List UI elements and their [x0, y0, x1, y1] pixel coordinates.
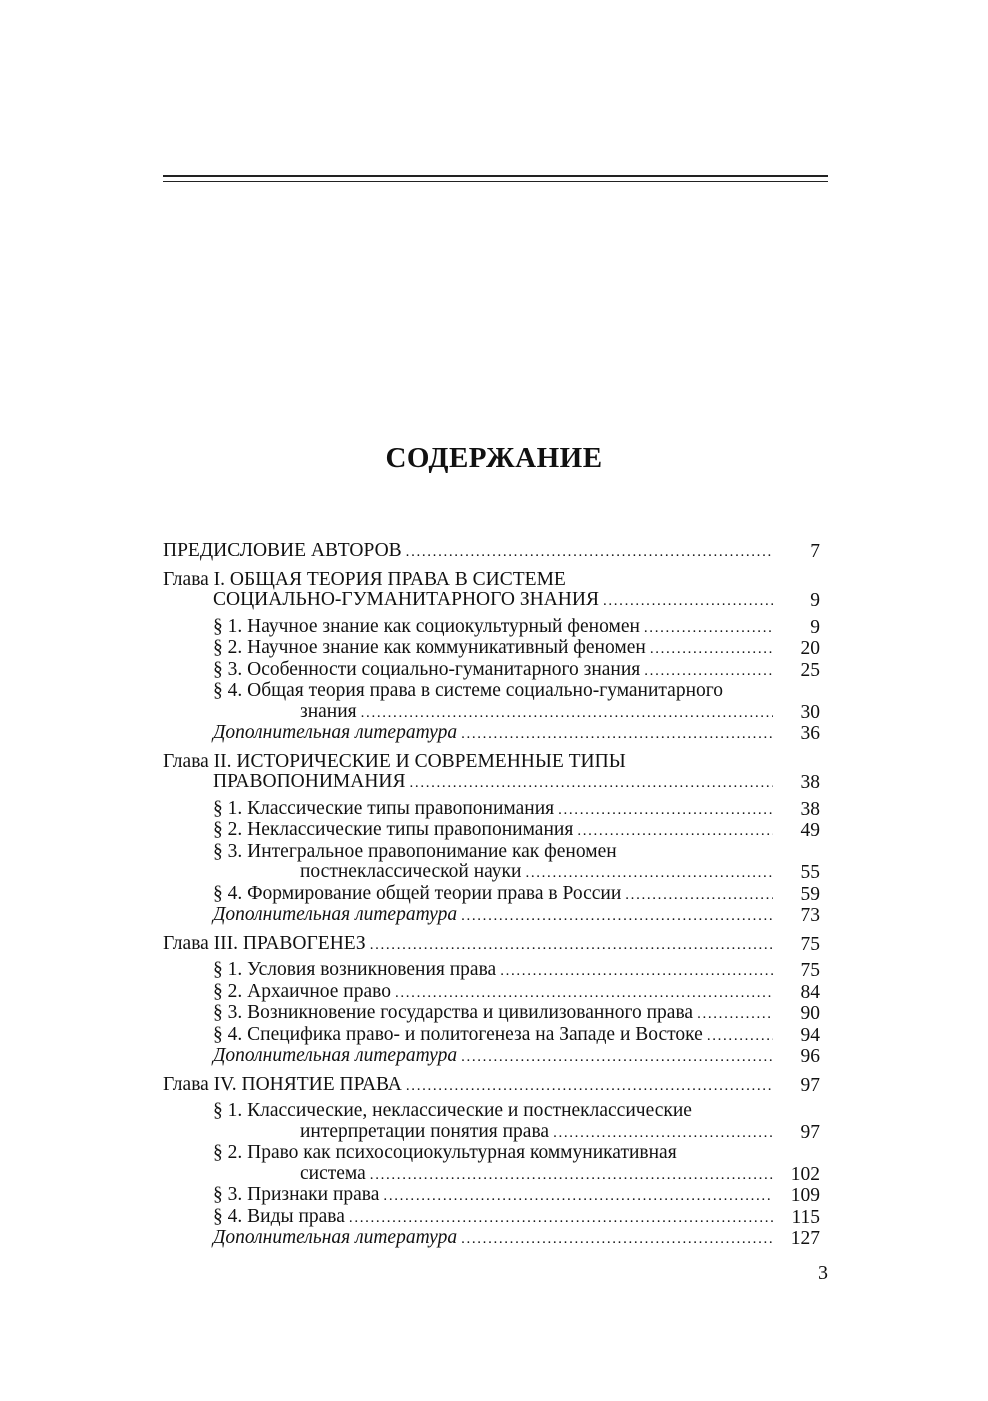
dot-leader — [558, 800, 773, 821]
toc-entry-title: § 3. Особенности социально-гуманитарного знания — [213, 658, 641, 680]
toc-entry-title: Глава IV. ПОНЯТИЕ ПРАВА — [163, 1073, 402, 1095]
toc-entry-title: система — [300, 1162, 366, 1184]
dot-leader — [461, 1047, 773, 1068]
toc-entry-title-line: § 4. Общая теория права в системе социально-гуманитарного — [213, 680, 724, 701]
toc-section[interactable] — [163, 960, 828, 982]
toc-entry-title: СОЦИАЛЬНО-ГУМАНИТАРНОГО ЗНАНИЯ — [213, 589, 599, 610]
dot-leader — [383, 1186, 773, 1207]
toc-entry-title-line: § 1. Классические, неклассические и постнеклассические — [213, 1100, 692, 1121]
toc-entry-title: § 2. Архаичное право — [213, 980, 391, 1002]
toc-entry-title: интерпретации понятия права — [300, 1120, 550, 1142]
toc-entry-title: § 4. Виды права — [213, 1205, 345, 1227]
toc-entry-title: ПРАВОПОНИМАНИЯ — [213, 771, 406, 792]
toc-entry-title-line: Глава II. ИСТОРИЧЕСКИЕ И СОВРЕМЕННЫЕ ТИПЫ — [163, 750, 626, 772]
toc-page-number: 102 — [790, 1163, 820, 1185]
toc-page-number: 97 — [800, 1074, 820, 1096]
dot-leader — [370, 935, 773, 956]
toc-further-reading[interactable] — [163, 905, 828, 927]
toc-entry-title: § 3. Возникновение государства и цивилизованного права — [213, 1002, 694, 1023]
toc-chapter[interactable] — [163, 541, 828, 563]
toc-entry-title: § 2. Неклассические типы правопонимания — [213, 819, 574, 840]
toc-further-reading[interactable] — [163, 1046, 828, 1068]
toc-entry-title: знания — [300, 700, 357, 722]
toc-section[interactable] — [163, 1101, 828, 1143]
toc-entry-title-line: § 3. Интегральное правопонимание как феномен — [213, 840, 617, 862]
toc-page-number: 20 — [800, 638, 820, 659]
dot-leader — [406, 542, 773, 563]
dot-leader — [361, 703, 773, 724]
toc-section[interactable] — [163, 820, 828, 842]
toc-entry-title: § 4. Специфика право- и политогенеза на Западе и Востоке — [213, 1023, 703, 1045]
toc-entry-title: § 1. Условия возникновения права — [213, 959, 497, 980]
toc-entry-title: Дополнительная литература — [213, 722, 458, 743]
toc-page-number: 94 — [800, 1024, 820, 1046]
page-number: 3 — [818, 1262, 828, 1284]
dot-leader — [500, 961, 773, 982]
toc-section[interactable] — [163, 982, 828, 1004]
toc-page-number: 96 — [800, 1046, 820, 1067]
toc-page-number: 38 — [800, 772, 820, 793]
toc-section[interactable] — [163, 1185, 828, 1207]
toc-section[interactable] — [163, 1143, 828, 1185]
dot-leader — [406, 1076, 773, 1097]
toc-page-number: 73 — [800, 905, 820, 926]
dot-leader — [349, 1208, 773, 1229]
toc-section[interactable] — [163, 799, 828, 821]
dot-leader — [644, 661, 773, 682]
toc-entry-title: постнеклассической науки — [300, 861, 522, 882]
toc-page-number: 30 — [800, 701, 820, 723]
toc-chapter[interactable] — [163, 570, 828, 612]
toc-page-number: 97 — [800, 1121, 820, 1143]
toc-page-number: 75 — [800, 933, 820, 955]
dot-leader — [650, 639, 773, 660]
dot-leader — [625, 885, 773, 906]
toc-page-number: 115 — [791, 1206, 820, 1228]
toc-entry-title: Глава III. ПРАВОГЕНЕЗ — [163, 932, 366, 954]
toc-entry-title-line: § 2. Право как психосоциокультурная коммуникативная — [213, 1142, 677, 1163]
toc-entry-title: ПРЕДИСЛОВИЕ АВТОРОВ — [163, 540, 402, 561]
dot-leader — [461, 724, 773, 745]
toc-chapter[interactable] — [163, 752, 828, 794]
table-of-contents — [163, 541, 828, 1250]
toc-section[interactable] — [163, 1003, 828, 1025]
toc-further-reading[interactable] — [163, 1228, 828, 1250]
toc-section[interactable] — [163, 681, 828, 723]
toc-further-reading[interactable] — [163, 723, 828, 745]
toc-entry-title: § 1. Научное знание как социокультурный феномен — [213, 615, 640, 637]
toc-page-number: 49 — [800, 820, 820, 841]
dot-leader — [370, 1165, 773, 1186]
toc-section[interactable] — [163, 1207, 828, 1229]
toc-page-number: 38 — [800, 798, 820, 820]
toc-entry-title: Дополнительная литература — [213, 904, 458, 925]
toc-page-number: 9 — [810, 590, 820, 611]
dot-leader — [461, 1229, 773, 1250]
toc-page-number: 59 — [800, 883, 820, 905]
toc-page-number: 75 — [800, 960, 820, 981]
header-rule-bottom — [163, 181, 828, 182]
toc-page-number: 25 — [800, 659, 820, 681]
toc-entry-title: § 3. Признаки права — [213, 1184, 380, 1205]
toc-section[interactable] — [163, 884, 828, 906]
toc-page-number: 9 — [810, 616, 820, 638]
dot-leader — [707, 1026, 773, 1047]
toc-entry-title-line: Глава I. ОБЩАЯ ТЕОРИЯ ПРАВА В СИСТЕМЕ — [163, 568, 566, 590]
toc-section[interactable] — [163, 660, 828, 682]
toc-entry-title: § 1. Классические типы правопонимания — [213, 797, 555, 819]
page-title: СОДЕРЖАНИЕ — [385, 442, 603, 474]
toc-entry-title: § 4. Формирование общей теории права в России — [213, 882, 622, 904]
toc-entry-title: Дополнительная литература — [213, 1227, 458, 1248]
toc-entry-title: Дополнительная литература — [213, 1045, 458, 1066]
toc-chapter[interactable] — [163, 934, 828, 956]
header-rule-top — [163, 175, 828, 177]
toc-page-number: 55 — [800, 862, 820, 883]
toc-page-number: 109 — [790, 1185, 820, 1206]
toc-page-number: 7 — [810, 541, 820, 562]
dot-leader — [603, 591, 773, 612]
dot-leader — [553, 1123, 773, 1144]
toc-page-number: 84 — [800, 981, 820, 1003]
toc-section[interactable] — [163, 617, 828, 639]
dot-leader — [697, 1004, 773, 1025]
toc-section[interactable] — [163, 638, 828, 660]
dot-leader — [644, 618, 773, 639]
toc-chapter[interactable] — [163, 1075, 828, 1097]
toc-page-number: 90 — [800, 1003, 820, 1024]
toc-entry-title: § 2. Научное знание как коммуникативный феномен — [213, 637, 646, 658]
dot-leader — [577, 821, 773, 842]
toc-page-number: 127 — [790, 1228, 820, 1249]
toc-section[interactable] — [163, 842, 828, 884]
dot-leader — [410, 773, 773, 794]
dot-leader — [525, 863, 773, 884]
dot-leader — [461, 906, 773, 927]
toc-section[interactable] — [163, 1025, 828, 1047]
dot-leader — [395, 983, 773, 1004]
toc-page-number: 36 — [800, 723, 820, 744]
